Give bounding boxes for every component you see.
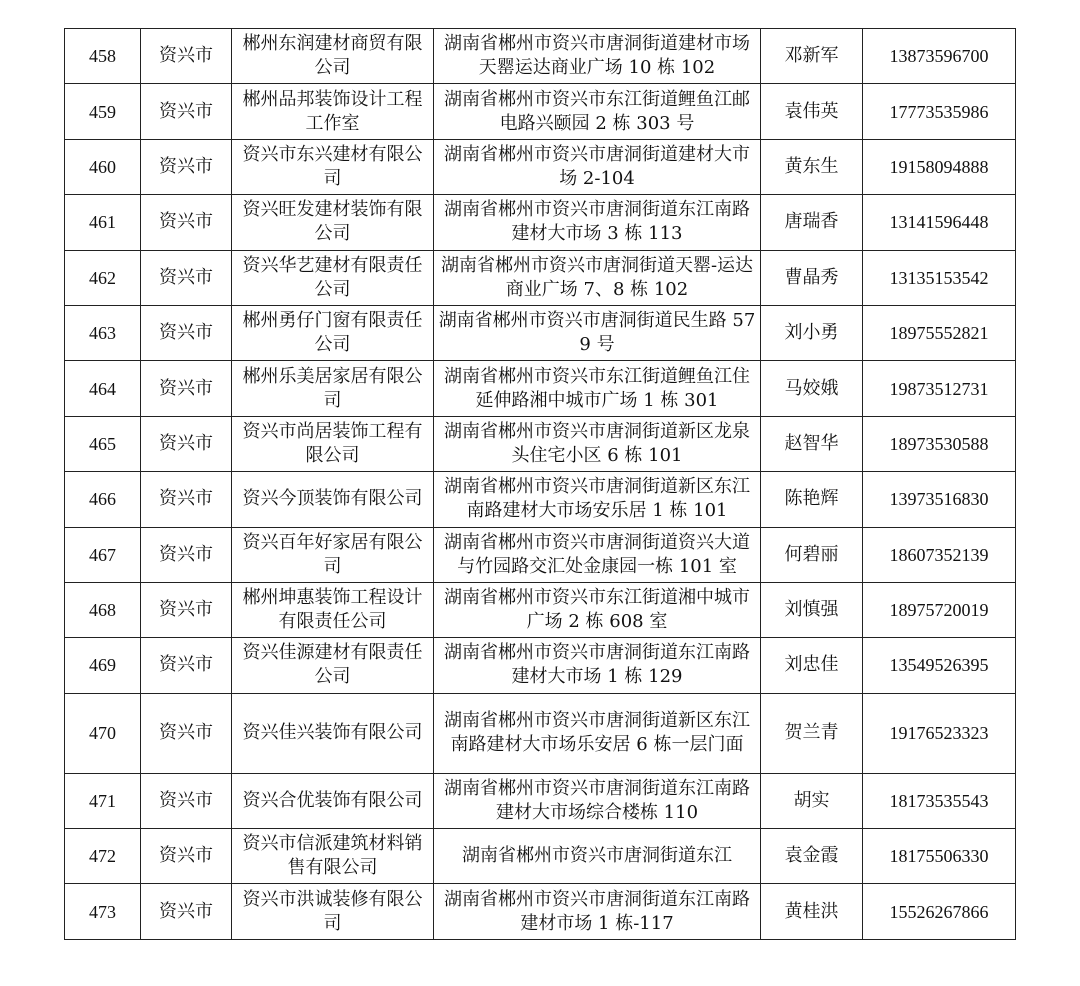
city-cell: 资兴市 xyxy=(141,195,232,250)
contact-person-cell: 刘慎强 xyxy=(761,582,863,637)
company-name-cell: 资兴佳源建材有限责任公司 xyxy=(232,638,434,693)
company-name-cell: 郴州东润建材商贸有限公司 xyxy=(232,29,434,84)
company-name-cell: 资兴市尚居装饰工程有限公司 xyxy=(232,416,434,471)
phone-number-cell: 13873596700 xyxy=(863,29,1016,84)
contact-person-cell: 袁金霞 xyxy=(761,829,863,884)
phone-number-cell: 18607352139 xyxy=(863,527,1016,582)
contact-person-cell: 陈艳辉 xyxy=(761,472,863,527)
contact-person-cell: 马姣娥 xyxy=(761,361,863,416)
row-number: 461 xyxy=(65,195,141,250)
address-cell: 湖南省郴州市资兴市唐洞街道东江南路建材市场 1 栋-117 xyxy=(434,884,761,939)
row-number: 473 xyxy=(65,884,141,939)
contact-person-cell: 胡实 xyxy=(761,773,863,828)
contact-person-cell: 刘忠佳 xyxy=(761,638,863,693)
table-row xyxy=(65,29,1016,84)
phone-number-cell: 17773535986 xyxy=(863,84,1016,139)
phone-number-cell: 13973516830 xyxy=(863,472,1016,527)
row-number: 466 xyxy=(65,472,141,527)
address-cell: 湖南省郴州市资兴市唐洞街道建材市场天罂运达商业广场 10 栋 102 xyxy=(434,29,761,84)
registry-table xyxy=(64,28,1016,940)
company-name-cell: 资兴市洪诚装修有限公司 xyxy=(232,884,434,939)
company-name-cell: 郴州勇仔门窗有限责任公司 xyxy=(232,305,434,360)
company-name-cell: 资兴华艺建材有限责任公司 xyxy=(232,250,434,305)
phone-number-cell: 13141596448 xyxy=(863,195,1016,250)
company-name-cell: 郴州品邦装饰设计工程工作室 xyxy=(232,84,434,139)
table-row xyxy=(65,773,1016,828)
phone-number-cell: 18975552821 xyxy=(863,305,1016,360)
row-number: 462 xyxy=(65,250,141,305)
row-number: 460 xyxy=(65,139,141,194)
table-row xyxy=(65,305,1016,360)
row-number: 465 xyxy=(65,416,141,471)
company-name-cell: 资兴市东兴建材有限公司 xyxy=(232,139,434,194)
city-cell: 资兴市 xyxy=(141,361,232,416)
city-cell: 资兴市 xyxy=(141,250,232,305)
city-cell: 资兴市 xyxy=(141,29,232,84)
city-cell: 资兴市 xyxy=(141,829,232,884)
table-row xyxy=(65,829,1016,884)
table-row xyxy=(65,472,1016,527)
address-cell: 湖南省郴州市资兴市唐洞街道新区东江南路建材大市场乐安居 6 栋一层门面 xyxy=(434,693,761,773)
company-name-cell: 资兴百年好家居有限公司 xyxy=(232,527,434,582)
phone-number-cell: 19158094888 xyxy=(863,139,1016,194)
city-cell: 资兴市 xyxy=(141,638,232,693)
table-row xyxy=(65,638,1016,693)
phone-number-cell: 13135153542 xyxy=(863,250,1016,305)
city-cell: 资兴市 xyxy=(141,139,232,194)
address-cell: 湖南省郴州市资兴市唐洞街道资兴大道与竹园路交汇处金康园一栋 101 室 xyxy=(434,527,761,582)
table-row xyxy=(65,139,1016,194)
table-row xyxy=(65,884,1016,939)
row-number: 471 xyxy=(65,773,141,828)
city-cell: 资兴市 xyxy=(141,582,232,637)
contact-person-cell: 曹晶秀 xyxy=(761,250,863,305)
table-row xyxy=(65,527,1016,582)
company-name-cell: 郴州乐美居家居有限公司 xyxy=(232,361,434,416)
address-cell: 湖南省郴州市资兴市唐洞街道新区东江南路建材大市场安乐居 1 栋 101 xyxy=(434,472,761,527)
address-cell: 湖南省郴州市资兴市唐洞街道建材大市场 2-104 xyxy=(434,139,761,194)
city-cell: 资兴市 xyxy=(141,416,232,471)
city-cell: 资兴市 xyxy=(141,84,232,139)
table-row xyxy=(65,416,1016,471)
address-cell: 湖南省郴州市资兴市唐洞街道东江南路建材大市场 1 栋 129 xyxy=(434,638,761,693)
table-row xyxy=(65,361,1016,416)
company-name-cell: 资兴今顶装饰有限公司 xyxy=(232,472,434,527)
contact-person-cell: 赵智华 xyxy=(761,416,863,471)
city-cell: 资兴市 xyxy=(141,527,232,582)
row-number: 464 xyxy=(65,361,141,416)
row-number: 470 xyxy=(65,693,141,773)
address-cell: 湖南省郴州市资兴市唐洞街道天罂-运达商业广场 7、8 栋 102 xyxy=(434,250,761,305)
contact-person-cell: 贺兰青 xyxy=(761,693,863,773)
phone-number-cell: 18173535543 xyxy=(863,773,1016,828)
company-name-cell: 资兴旺发建材装饰有限公司 xyxy=(232,195,434,250)
phone-number-cell: 13549526395 xyxy=(863,638,1016,693)
contact-person-cell: 唐瑞香 xyxy=(761,195,863,250)
row-number: 467 xyxy=(65,527,141,582)
company-name-cell: 资兴合优装饰有限公司 xyxy=(232,773,434,828)
address-cell: 湖南省郴州市资兴市唐洞街道东江南路建材大市场 3 栋 113 xyxy=(434,195,761,250)
phone-number-cell: 19873512731 xyxy=(863,361,1016,416)
city-cell: 资兴市 xyxy=(141,773,232,828)
row-number: 458 xyxy=(65,29,141,84)
phone-number-cell: 15526267866 xyxy=(863,884,1016,939)
row-number: 472 xyxy=(65,829,141,884)
phone-number-cell: 18975720019 xyxy=(863,582,1016,637)
company-name-cell: 资兴佳兴装饰有限公司 xyxy=(232,693,434,773)
table-row xyxy=(65,693,1016,773)
address-cell: 湖南省郴州市资兴市东江街道鲤鱼江邮电路兴颐园 2 栋 303 号 xyxy=(434,84,761,139)
address-cell: 湖南省郴州市资兴市东江街道湘中城市广场 2 栋 608 室 xyxy=(434,582,761,637)
table-row xyxy=(65,84,1016,139)
row-number: 469 xyxy=(65,638,141,693)
address-cell: 湖南省郴州市资兴市唐洞街道民生路 579 号 xyxy=(434,305,761,360)
contact-person-cell: 黄东生 xyxy=(761,139,863,194)
table-row xyxy=(65,250,1016,305)
row-number: 463 xyxy=(65,305,141,360)
address-cell: 湖南省郴州市资兴市唐洞街道东江南路建材大市场综合楼栋 110 xyxy=(434,773,761,828)
phone-number-cell: 19176523323 xyxy=(863,693,1016,773)
city-cell: 资兴市 xyxy=(141,884,232,939)
contact-person-cell: 袁伟英 xyxy=(761,84,863,139)
address-cell: 湖南省郴州市资兴市唐洞街道新区龙泉头住宅小区 6 栋 101 xyxy=(434,416,761,471)
contact-person-cell: 何碧丽 xyxy=(761,527,863,582)
table-row xyxy=(65,195,1016,250)
address-cell: 湖南省郴州市资兴市东江街道鲤鱼江住延伸路湘中城市广场 1 栋 301 xyxy=(434,361,761,416)
table-row xyxy=(65,582,1016,637)
address-cell: 湖南省郴州市资兴市唐洞街道东江 xyxy=(434,829,761,884)
row-number: 459 xyxy=(65,84,141,139)
phone-number-cell: 18973530588 xyxy=(863,416,1016,471)
contact-person-cell: 黄桂洪 xyxy=(761,884,863,939)
contact-person-cell: 刘小勇 xyxy=(761,305,863,360)
city-cell: 资兴市 xyxy=(141,693,232,773)
row-number: 468 xyxy=(65,582,141,637)
city-cell: 资兴市 xyxy=(141,305,232,360)
company-name-cell: 郴州坤惠装饰工程设计有限责任公司 xyxy=(232,582,434,637)
company-name-cell: 资兴市信派建筑材料销售有限公司 xyxy=(232,829,434,884)
contact-person-cell: 邓新军 xyxy=(761,29,863,84)
city-cell: 资兴市 xyxy=(141,472,232,527)
phone-number-cell: 18175506330 xyxy=(863,829,1016,884)
